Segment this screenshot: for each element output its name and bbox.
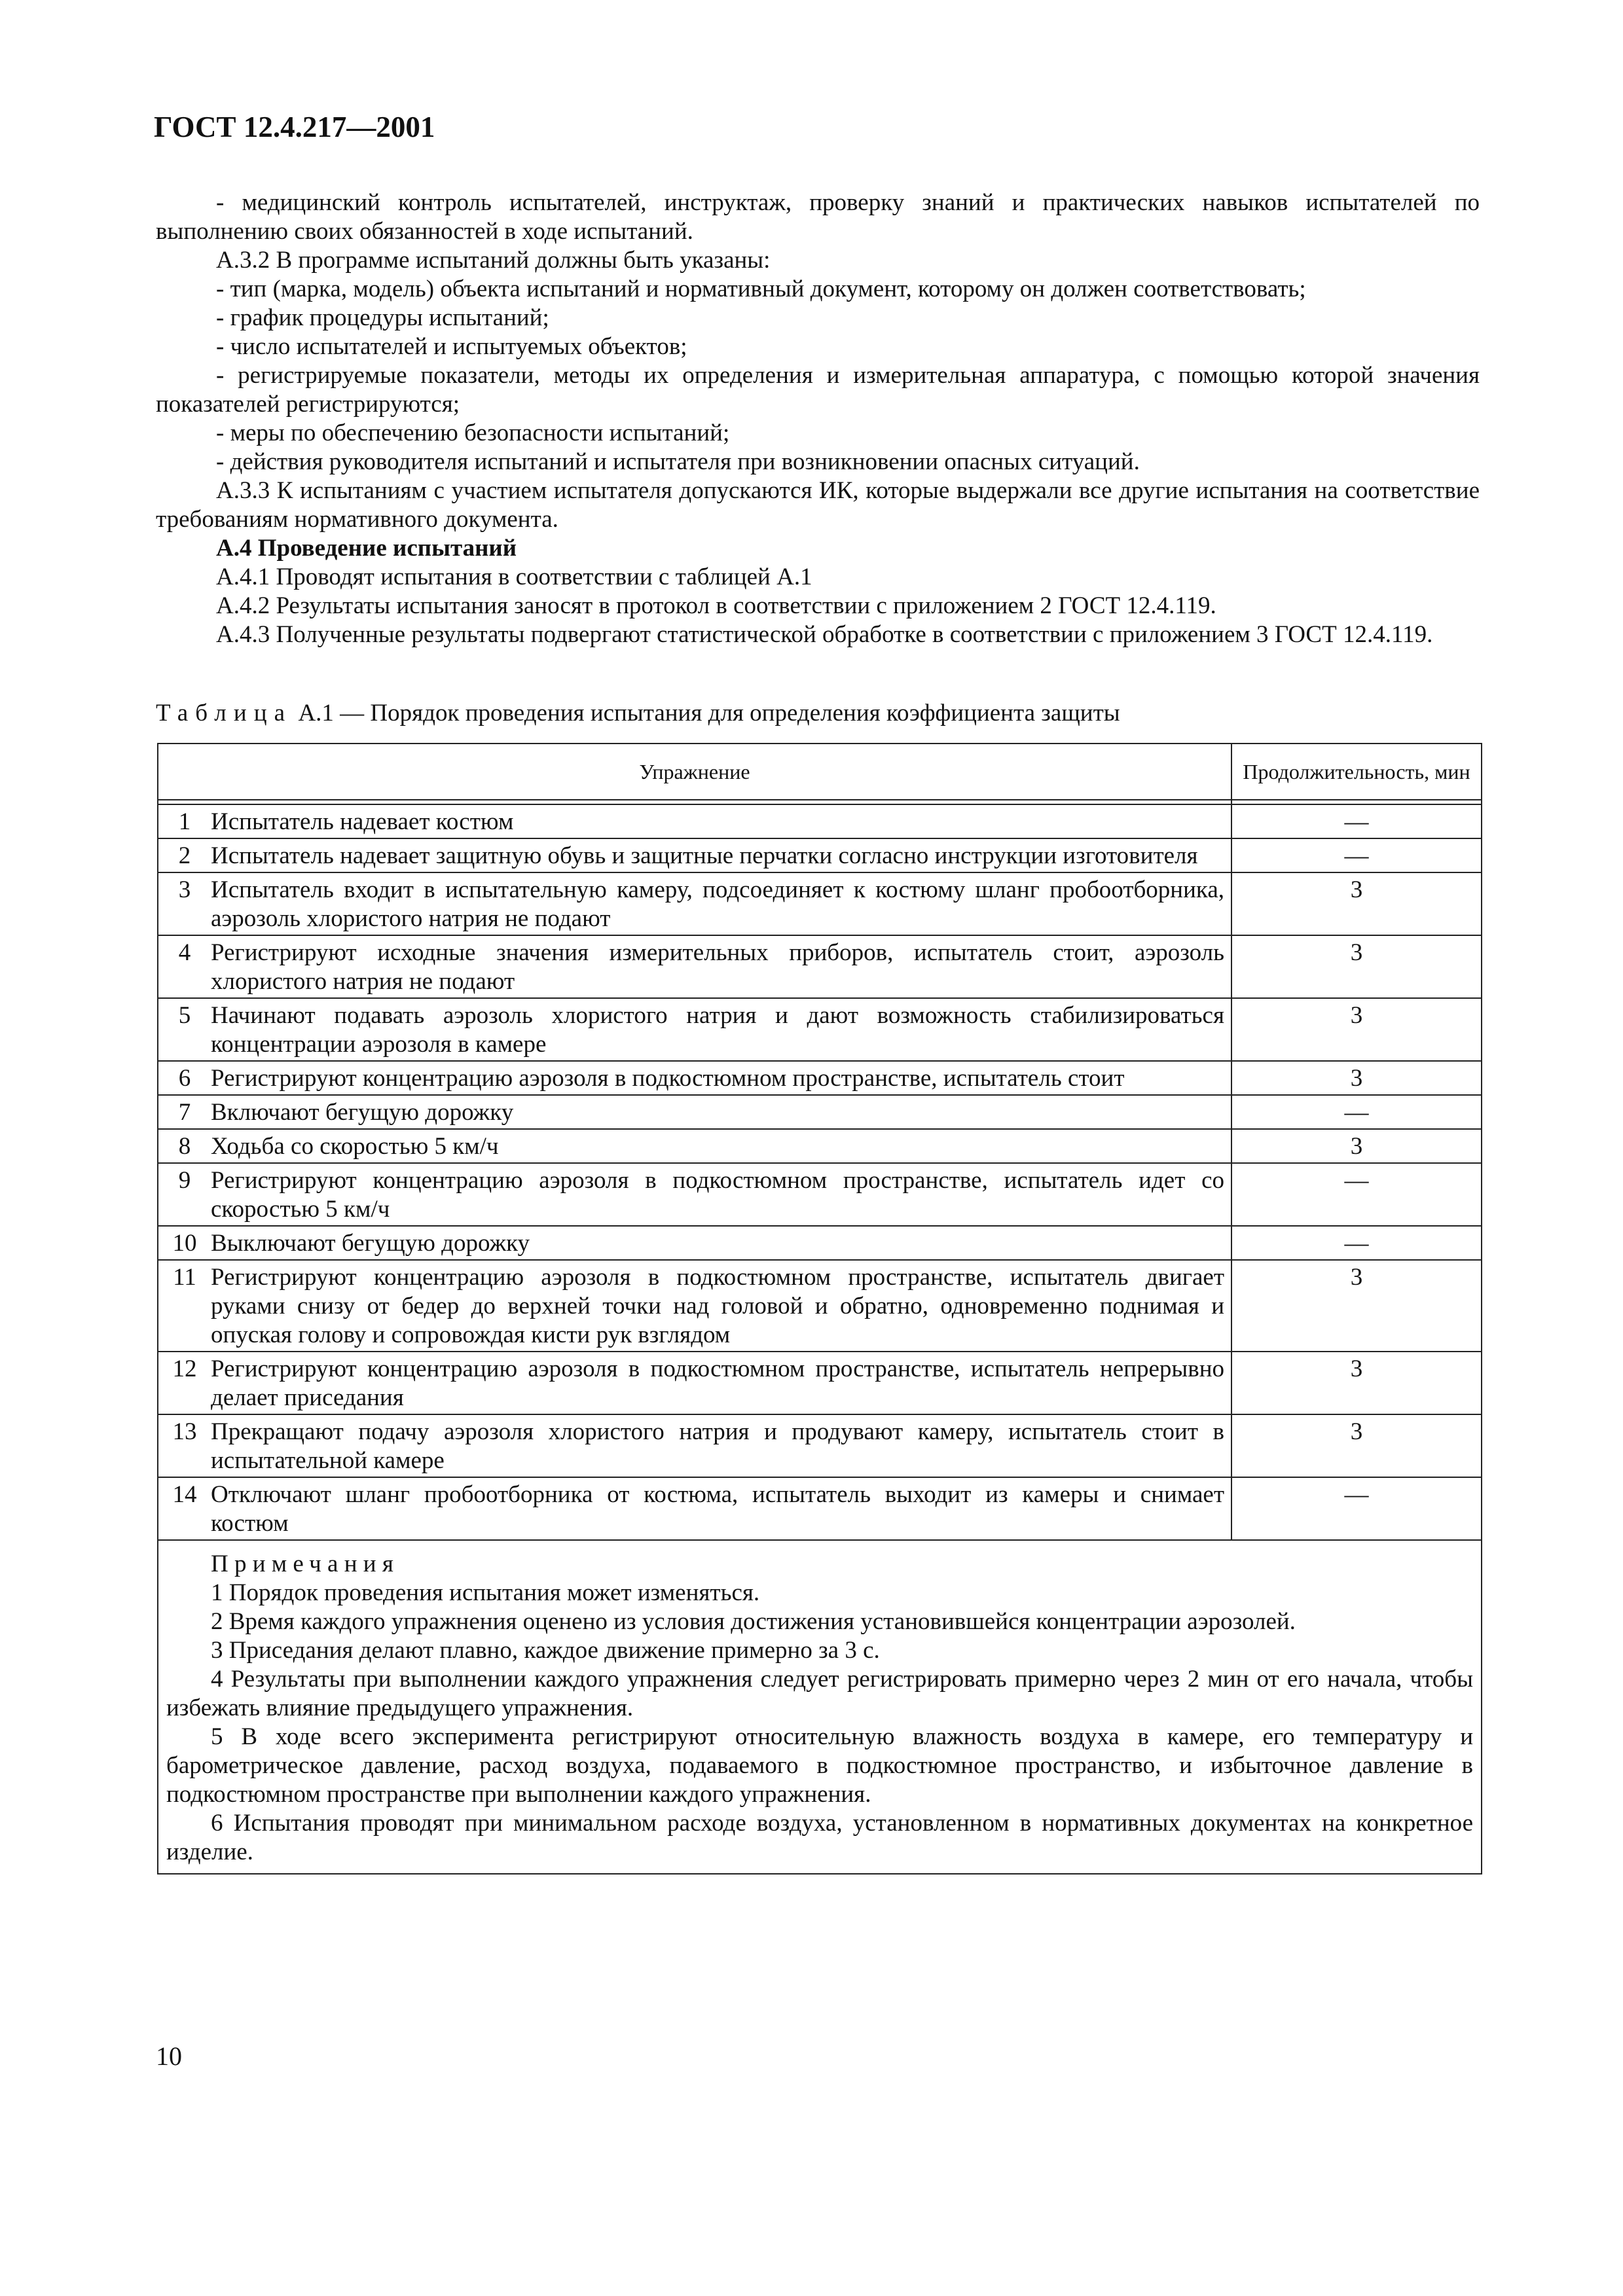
table-row <box>158 1129 1482 1163</box>
exercise-text: Отключают шланг пробоотборника от костюма, испытатель выходит из камеры и снимает костюм <box>211 1481 1224 1537</box>
row-number: 12 <box>172 1355 197 1382</box>
table-row <box>158 1226 1482 1260</box>
row-number: 3 <box>178 876 191 903</box>
exercise-cell <box>158 1352 1231 1414</box>
exercise-text: Испытатель входит в испытательную камеру, подсоединяет к костюму шланг пробоотборника, аэрозоль хлористого натрия не подают <box>211 876 1224 932</box>
row-number: 1 <box>178 808 191 835</box>
exercise-cell <box>158 872 1231 935</box>
duration-cell: — <box>1231 838 1482 872</box>
exercise-cell <box>158 1095 1231 1129</box>
table-row <box>158 804 1482 838</box>
row-number: 13 <box>172 1418 197 1445</box>
table-row <box>158 838 1482 872</box>
exercise-text: Начинают подавать аэрозоль хлористого натрия и дают возможность стабилизироваться концентрации аэрозоля в камере <box>211 1002 1224 1058</box>
exercise-text: Регистрируют исходные значения измерительных приборов, испытатель стоит, аэрозоль хлористого натрия не подают <box>211 939 1224 995</box>
note-item: 5 В ходе всего эксперимента регистрируют относительную влажность воздуха в камере, его температуру и барометрическое давление, расход воздуха, подаваемого в подкостюмное пространство, и избыточное давление в подкостюмном пространстве при выполнении каждого упражнения. <box>166 1723 1473 1808</box>
table-caption-text: А.1 — Порядок проведения испытания для определения коэффициента защиты <box>292 700 1120 726</box>
exercise-text: Прекращают подачу аэрозоля хлористого натрия и продувают камеру, испытатель стоит в испытательной камере <box>211 1418 1224 1474</box>
paragraph: - регистрируемые показатели, методы их определения и измерительная аппаратура, с помощью которой значения показателей регистрируются; <box>156 362 1480 418</box>
row-number: 7 <box>178 1099 191 1126</box>
paragraph: А.3.2 В программе испытаний должны быть указаны: <box>216 247 771 274</box>
duration-cell: 3 <box>1231 1061 1482 1095</box>
paragraph: - меры по обеспечению безопасности испытаний; <box>216 420 730 446</box>
row-number: 9 <box>178 1167 191 1194</box>
exercise-cell <box>158 1061 1231 1095</box>
duration-cell: 3 <box>1231 998 1482 1061</box>
exercise-cell <box>158 1414 1231 1477</box>
body-text <box>156 188 1480 649</box>
table-body <box>158 800 1482 1874</box>
paragraph: - тип (марка, модель) объекта испытаний и нормативный документ, которому он должен соответствовать; <box>216 276 1306 302</box>
exercise-cell <box>158 804 1231 838</box>
paragraph: - график процедуры испытаний; <box>216 304 549 331</box>
exercise-cell <box>158 1163 1231 1226</box>
exercise-cell <box>158 838 1231 872</box>
duration-cell: 3 <box>1231 1352 1482 1414</box>
notes-row <box>158 1540 1482 1874</box>
table-row <box>158 1414 1482 1477</box>
duration-cell: — <box>1231 1163 1482 1226</box>
row-number: 11 <box>173 1264 196 1291</box>
exercise-text: Регистрируют концентрацию аэрозоля в подкостюмном пространстве, испытатель двигает руками снизу от бедер до верхней точки над головой и обратно, одновременно поднимая и опуская голову и сопровождая кисти рук взглядом <box>211 1264 1224 1348</box>
exercise-cell <box>158 1129 1231 1163</box>
duration-cell: 3 <box>1231 935 1482 998</box>
row-number: 4 <box>178 939 191 966</box>
table-caption <box>156 699 1120 728</box>
exercise-text: Ходьба со скоростью 5 км/ч <box>211 1133 499 1160</box>
table-row <box>158 998 1482 1061</box>
exercise-text: Включают бегущую дорожку <box>211 1099 514 1126</box>
row-number: 8 <box>178 1133 191 1160</box>
exercise-text: Испытатель надевает защитную обувь и защитные перчатки согласно инструкции изготовителя <box>211 842 1198 869</box>
paragraph: А.4.1 Проводят испытания в соответствии с таблицей А.1 <box>216 564 812 590</box>
table-row <box>158 1260 1482 1352</box>
table-row <box>158 935 1482 998</box>
row-number: 14 <box>172 1481 197 1508</box>
note-item: 1 Порядок проведения испытания может изменяться. <box>211 1579 760 1606</box>
page-number: 10 <box>156 2041 182 2071</box>
table-row <box>158 1163 1482 1226</box>
duration-cell: — <box>1231 1226 1482 1260</box>
procedure-table <box>157 743 1482 1874</box>
document-code-header: ГОСТ 12.4.217—2001 <box>154 111 435 143</box>
duration-cell: 3 <box>1231 872 1482 935</box>
paragraph: А.4.3 Полученные результаты подвергают статистической обработке в соответствии с приложением 3 ГОСТ 12.4.119. <box>216 621 1433 648</box>
exercise-cell <box>158 1226 1231 1260</box>
duration-cell: 3 <box>1231 1260 1482 1352</box>
exercise-cell <box>158 1477 1231 1540</box>
column-header-exercise: Упражнение <box>158 744 1231 800</box>
duration-cell: — <box>1231 1477 1482 1540</box>
row-number: 5 <box>178 1002 191 1029</box>
note-item: 4 Результаты при выполнении каждого упражнения следует регистрировать примерно через 2 мин от его начала, чтобы избежать влияние предыдущего упражнения. <box>166 1666 1473 1721</box>
exercise-text: Испытатель надевает костюм <box>211 808 514 835</box>
notes-title: Примечания <box>211 1551 400 1577</box>
paragraph: А.4.2 Результаты испытания заносят в протокол в соответствии с приложением 2 ГОСТ 12.4.119. <box>216 592 1216 619</box>
note-item: 3 Приседания делают плавно, каждое движение примерно за 3 с. <box>211 1637 880 1664</box>
exercise-text: Выключают бегущую дорожку <box>211 1230 530 1257</box>
table-header-row <box>158 744 1482 800</box>
table-row <box>158 1061 1482 1095</box>
row-number: 6 <box>178 1065 191 1092</box>
section-heading: А.4 Проведение испытаний <box>216 535 517 562</box>
paragraph: А.3.3 К испытаниям с участием испытателя допускаются ИК, которые выдержали все другие испытания на соответствие требованиям нормативного документа. <box>156 477 1480 533</box>
note-item: 2 Время каждого упражнения оценено из условия достижения установившейся концентрации аэрозолей. <box>211 1608 1296 1635</box>
duration-cell: — <box>1231 804 1482 838</box>
paragraph: - медицинский контроль испытателей, инструктаж, проверку знаний и практических навыков испытателей по выполнению своих обязанностей в ходе испытаний. <box>156 189 1480 245</box>
duration-cell: 3 <box>1231 1414 1482 1477</box>
table-row <box>158 1477 1482 1540</box>
exercise-cell <box>158 998 1231 1061</box>
exercise-text: Регистрируют концентрацию аэрозоля в подкостюмном пространстве, испытатель стоит <box>211 1065 1125 1092</box>
note-item: 6 Испытания проводят при минимальном расходе воздуха, установленном в нормативных документах на конкретное изделие. <box>166 1810 1473 1865</box>
row-number: 10 <box>172 1230 197 1257</box>
exercise-text: Регистрируют концентрацию аэрозоля в подкостюмном пространстве, испытатель непрерывно делает приседания <box>211 1355 1224 1411</box>
table-row <box>158 1352 1482 1414</box>
column-header-duration: Продолжительность, мин <box>1231 744 1482 800</box>
paragraph: - действия руководителя испытаний и испытателя при возникновении опасных ситуаций. <box>216 448 1140 475</box>
table-row <box>158 1095 1482 1129</box>
duration-cell: — <box>1231 1095 1482 1129</box>
exercise-cell <box>158 935 1231 998</box>
duration-cell: 3 <box>1231 1129 1482 1163</box>
table-caption-label: Таблица <box>156 700 293 726</box>
paragraph: - число испытателей и испытуемых объектов; <box>216 333 687 360</box>
exercise-cell <box>158 1260 1231 1352</box>
notes-cell <box>158 1540 1482 1874</box>
exercise-text: Регистрируют концентрацию аэрозоля в подкостюмном пространстве, испытатель идет со скоростью 5 км/ч <box>211 1167 1224 1223</box>
table-row <box>158 872 1482 935</box>
row-number: 2 <box>178 842 191 869</box>
